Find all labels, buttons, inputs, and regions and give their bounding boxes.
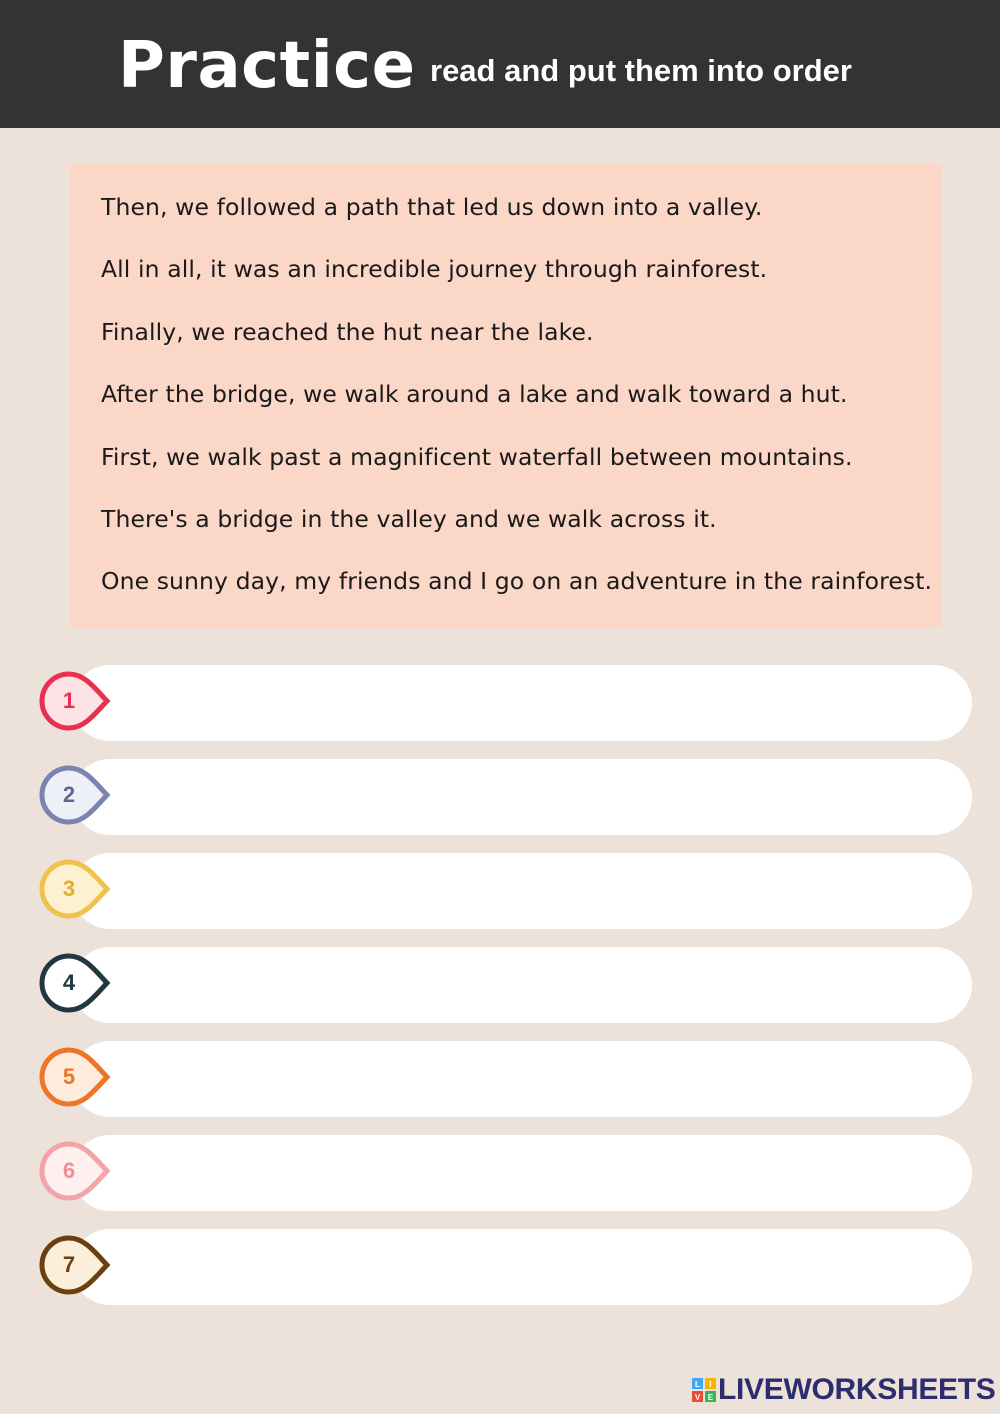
number-badge-3 <box>38 859 112 919</box>
badge-number-2: 2 <box>62 782 76 807</box>
number-badge-7 <box>38 1235 112 1295</box>
logo-mark-l: L <box>695 1380 700 1389</box>
answer-input-3[interactable] <box>72 853 972 929</box>
sentence-1: Then, we followed a path that led us down into a valley. <box>101 193 763 221</box>
logo-mark-i: I <box>709 1380 712 1389</box>
answer-row-4 <box>0 947 1000 1023</box>
sentence-6: There's a bridge in the valley and we walk across it. <box>101 505 717 533</box>
badge-number-5: 5 <box>62 1064 76 1089</box>
answer-row-5 <box>0 1041 1000 1117</box>
sentence-4: After the bridge, we walk around a lake and walk toward a hut. <box>101 380 848 408</box>
page-title: Practice <box>118 29 416 103</box>
answer-input-6[interactable] <box>72 1135 972 1211</box>
number-badge-5 <box>38 1047 112 1107</box>
logo-mark-e: E <box>707 1393 714 1402</box>
number-badge-2 <box>38 765 112 825</box>
badge-number-4: 4 <box>62 970 76 995</box>
answer-row-6 <box>0 1135 1000 1211</box>
logo-mark-v: V <box>694 1393 701 1402</box>
header-bar <box>0 0 1000 128</box>
number-badge-6 <box>38 1141 112 1201</box>
badge-number-3: 3 <box>62 876 76 901</box>
answer-input-5[interactable] <box>72 1041 972 1117</box>
sentence-box <box>70 164 942 628</box>
answer-row-3 <box>0 853 1000 929</box>
answer-row-2 <box>0 759 1000 835</box>
logo-mark-icon <box>692 1378 716 1402</box>
answer-input-1[interactable] <box>72 665 972 741</box>
answer-input-7[interactable] <box>72 1229 972 1305</box>
answer-row-7 <box>0 1229 1000 1305</box>
sentence-7: One sunny day, my friends and I go on an adventure in the rainforest. <box>101 567 933 595</box>
answer-input-2[interactable] <box>72 759 972 835</box>
number-badge-1 <box>38 671 112 731</box>
number-badge-4 <box>38 953 112 1013</box>
badge-number-1: 1 <box>62 688 76 713</box>
answer-input-4[interactable] <box>72 947 972 1023</box>
badge-number-6: 6 <box>62 1158 76 1183</box>
badge-number-7: 7 <box>62 1252 76 1277</box>
logo-text: LIVEWORKSHEETS <box>718 1373 996 1406</box>
answer-row-1 <box>0 665 1000 741</box>
instruction-subtitle: read and put them into order <box>430 53 852 88</box>
sentence-5: First, we walk past a magnificent waterfall between mountains. <box>101 443 853 471</box>
sentence-3: Finally, we reached the hut near the lake. <box>101 318 594 346</box>
sentence-2: All in all, it was an incredible journey through rainforest. <box>101 255 768 283</box>
